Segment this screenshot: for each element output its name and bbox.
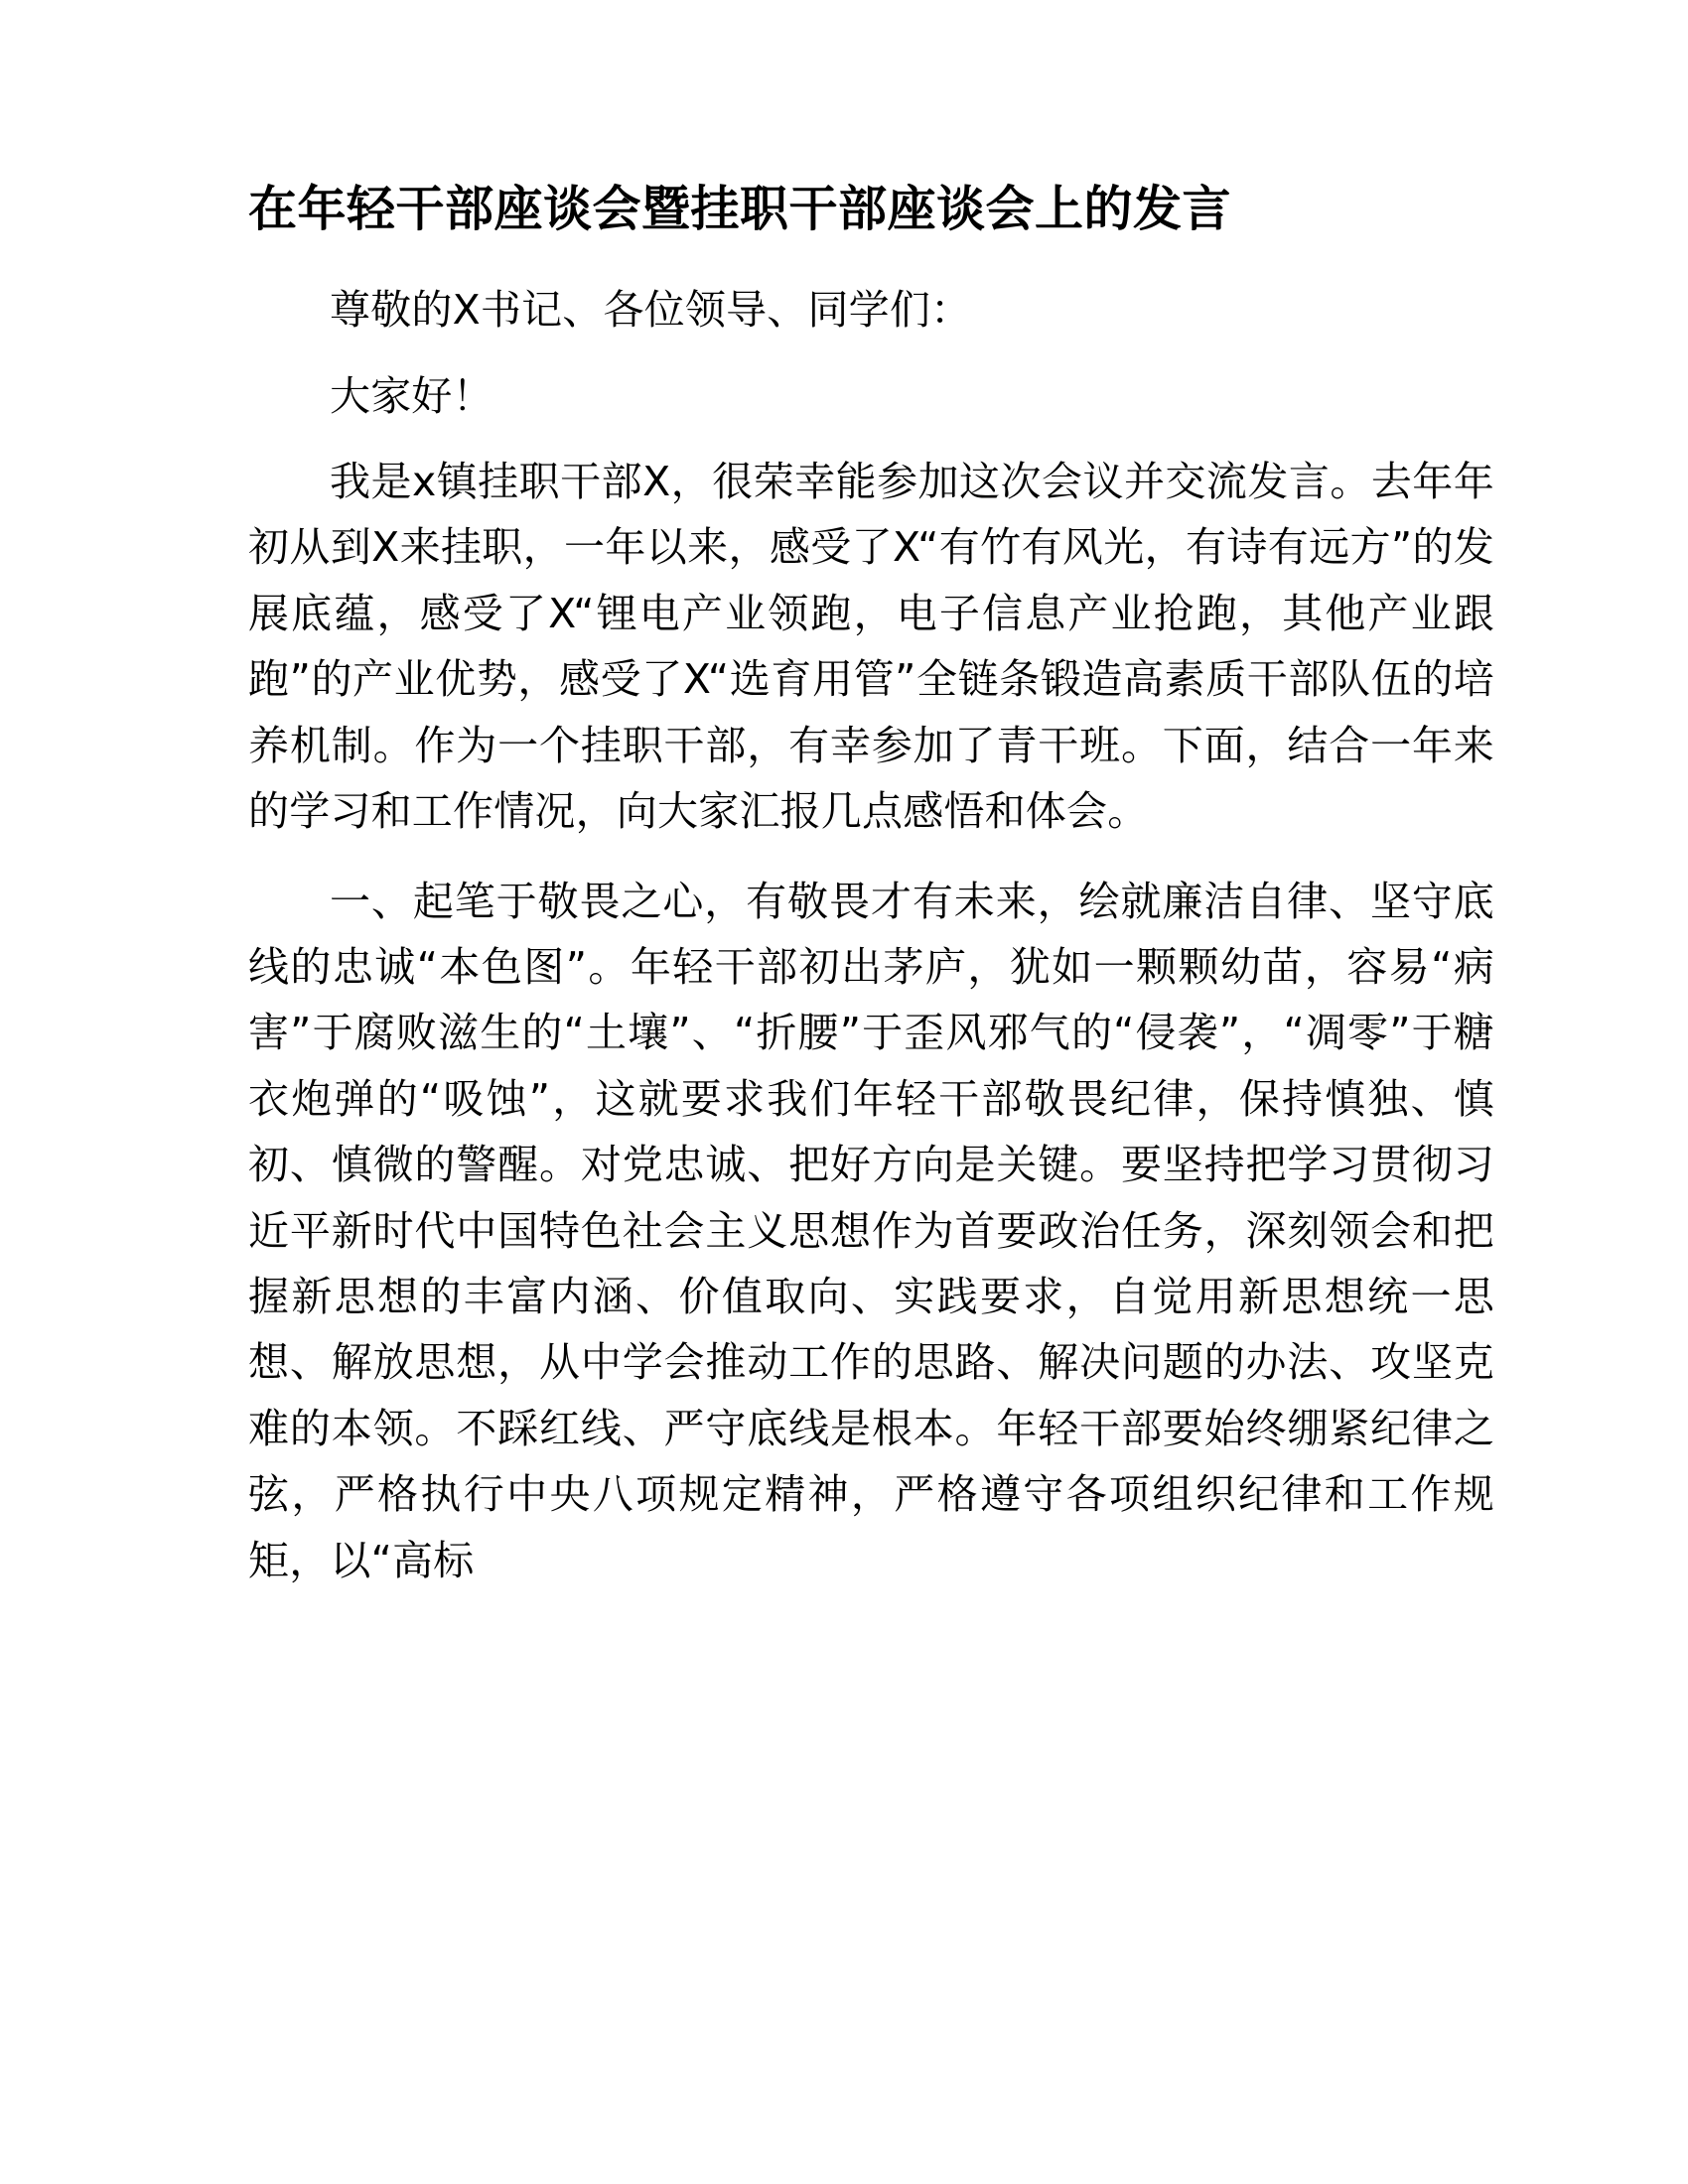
paragraph-salutation: 尊敬的X书记、各位领导、同学们： [330, 286, 972, 335]
paragraph-introduction: 我是x镇挂职干部X，很荣幸能参加这次会议并交流发言。去年年初从到X来挂职，一年以来，感受了X“有竹有风光，有诗有远方”的发展底蕴，感受了X“锂电产业领跑，电子信息产业抢跑，其他产业跟跑”的产业优势，感受了X“选育用管”全链条锻造高素质干部队伍的培养机制。作为一个挂职干部，有幸参加了青干班。下面，结合一年来的学习和工作情况，向大家汇报几点感悟和体会。 [248, 458, 1494, 836]
page-title: 在年轻干部座谈会暨挂职干部座谈会上的发言 [248, 181, 1232, 237]
paragraph-section-one: 一、起笔于敬畏之心，有敬畏才有未来，绘就廉洁自律、坚守底线的忠诚“本色图”。年轻干部初出茅庐，犹如一颗颗幼苗，容易“病害”于腐败滋生的“土壤”、“折腰”于歪风邪气的“侵袭”，“凋零”于糖衣炮弹的“吸蚀”，这就要求我们年轻干部敬畏纪律，保持慎独、慎初、慎微的警醒。对党忠诚、把好方向是关键。要坚持把学习贯彻习近平新时代中国特色社会主义思想作为首要政治任务，深刻领会和把握新思想的丰富内涵、价值取向、实践要求，自觉用新思想统一思想、解放思想，从中学会推动工作的思路、解决问题的办法、攻坚克难的本领。不踩红线、严守底线是根本。年轻干部要始终绷紧纪律之弦，严格执行中央八项规定精神，严格遵守各项组织纪律和工作规矩，以“高标 [248, 877, 1494, 1584]
paragraph-greeting: 大家好！ [330, 371, 493, 420]
